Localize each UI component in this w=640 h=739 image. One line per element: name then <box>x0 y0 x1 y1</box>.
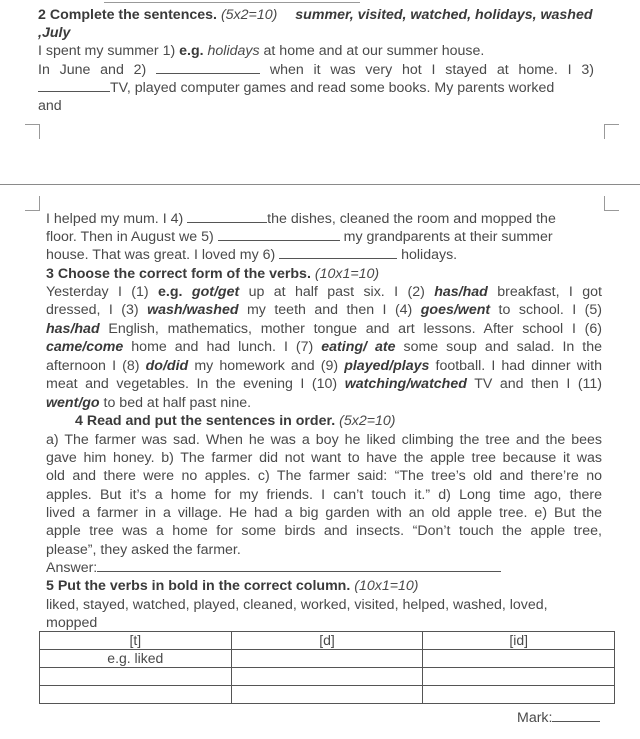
mark-row <box>517 709 600 727</box>
section4-text-line: a) The farmer was sad. When he was a boy he liked climbing the tree and the bees <box>46 432 602 448</box>
section2-wordbank-cont: ,July <box>38 25 71 41</box>
answer-blank[interactable] <box>97 559 501 572</box>
verb-columns-table <box>39 631 615 704</box>
section4-text-line: lived a farmer in a village. He had a big garden with an old apple tree. e) But the <box>46 505 602 521</box>
table-cell[interactable] <box>423 650 615 668</box>
section3-line5: afternoon I (8) do/did my homework and (9) played/plays football. I had dinner with <box>46 358 602 374</box>
section3-line7: went/go to bed at half past nine. <box>46 395 252 411</box>
blank-5[interactable] <box>218 228 340 241</box>
corner-mark <box>604 196 619 211</box>
section4-text-line: please”, they asked the farmer. <box>46 542 241 558</box>
table-cell[interactable] <box>40 668 232 686</box>
example-cell[interactable]: e.g. liked <box>40 650 232 668</box>
section4-text-line: old and there were no apples. c) The farmer said: “The tree’s old and there’re no <box>46 468 602 484</box>
answer-row <box>46 559 501 577</box>
section2-title: 2 Complete the sentences. <box>38 7 217 23</box>
blank-3[interactable] <box>38 79 110 92</box>
section4-text-line: gave him honey. b) The farmer did not want to have the apple tree because it was <box>46 450 602 466</box>
header-id: [id] <box>423 632 615 650</box>
section5-verbs-cont: mopped <box>46 615 98 631</box>
section3-title: 3 Choose the correct form of the verbs. <box>46 266 311 282</box>
table-row <box>40 668 615 686</box>
section3-line3: has/had English, mathematics, mother tongue and art lessons. After school I (6) <box>46 321 602 337</box>
section4-score: (5x2=10) <box>339 413 396 429</box>
section3-line1: Yesterday I (1) e.g. got/get up at half past six. I (2) has/had breakfast, I got <box>46 284 602 300</box>
corner-mark <box>604 124 619 139</box>
table-cell[interactable] <box>231 668 423 686</box>
section5-score: (10x1=10) <box>354 578 419 594</box>
section4-text-line: apples. But it’s a home for my friends. I can’t touch it.” d) Long time ago, there <box>46 487 602 503</box>
blank-4[interactable] <box>187 210 267 223</box>
table-row <box>40 650 615 668</box>
section4-heading <box>75 412 396 430</box>
table-cell[interactable] <box>423 668 615 686</box>
section3-heading <box>46 265 379 283</box>
section5-heading <box>46 577 419 595</box>
section2-line4: and <box>38 98 62 114</box>
table-cell[interactable] <box>40 686 232 704</box>
section4-title: 4 Read and put the sentences in order. <box>75 413 336 429</box>
blank-2[interactable] <box>156 61 260 74</box>
mark-label: Mark: <box>517 710 553 726</box>
table-cell[interactable] <box>423 686 615 704</box>
section3-score: (10x1=10) <box>314 266 380 282</box>
table-header-row <box>40 632 615 650</box>
section5-verbs: liked, stayed, watched, played, cleaned, worked, visited, helped, washed, loved, <box>46 597 548 613</box>
section3-line4: came/come home and had lunch. I (7) eating/ ate some soup and salad. In the <box>46 339 602 355</box>
section2-line7: house. That was great. I loved my 6) holidays. <box>46 247 458 263</box>
section2-score: (5x2=10) <box>220 7 278 23</box>
table-cell[interactable] <box>231 650 423 668</box>
section2-wordbank: summer, visited, watched, holidays, washed <box>295 7 593 23</box>
section3-line6: meat and vegetables. In the evening I (10) watching/watched TV and then I (11) <box>46 376 602 392</box>
table-cell[interactable] <box>231 686 423 704</box>
table-row <box>40 686 615 704</box>
mark-blank[interactable] <box>552 709 600 722</box>
blank-6[interactable] <box>279 246 397 259</box>
section2-line6: floor. Then in August we 5) my grandparents at their summer <box>46 229 553 245</box>
corner-mark <box>25 124 40 139</box>
corner-mark <box>25 196 40 211</box>
section2-line1: I spent my summer 1) e.g. holidays at home and at our summer house. <box>38 43 485 59</box>
top-cutoff-blanks <box>104 0 360 3</box>
header-d: [d] <box>231 632 423 650</box>
section2-line3: TV, played computer games and read some books. My parents worked <box>38 79 554 97</box>
answer-label: Answer: <box>46 560 98 576</box>
section2-heading <box>38 6 593 24</box>
section2-line5: I helped my mum. I 4) the dishes, cleaned the room and mopped the <box>46 211 556 227</box>
section2-line2: In June and 2) when it was very hot I stayed at home. I 3) <box>38 62 594 78</box>
page-separator <box>0 184 640 185</box>
header-t: [t] <box>40 632 232 650</box>
section4-text-line: apple tree was a home for some birds and insects. “Don’t touch the apple tree, <box>46 523 602 539</box>
section3-line2: dressed, I (3) wash/washed my teeth and then I (4) goes/went to school. I (5) <box>46 302 602 318</box>
section5-title: 5 Put the verbs in bold in the correct column. <box>46 578 351 594</box>
